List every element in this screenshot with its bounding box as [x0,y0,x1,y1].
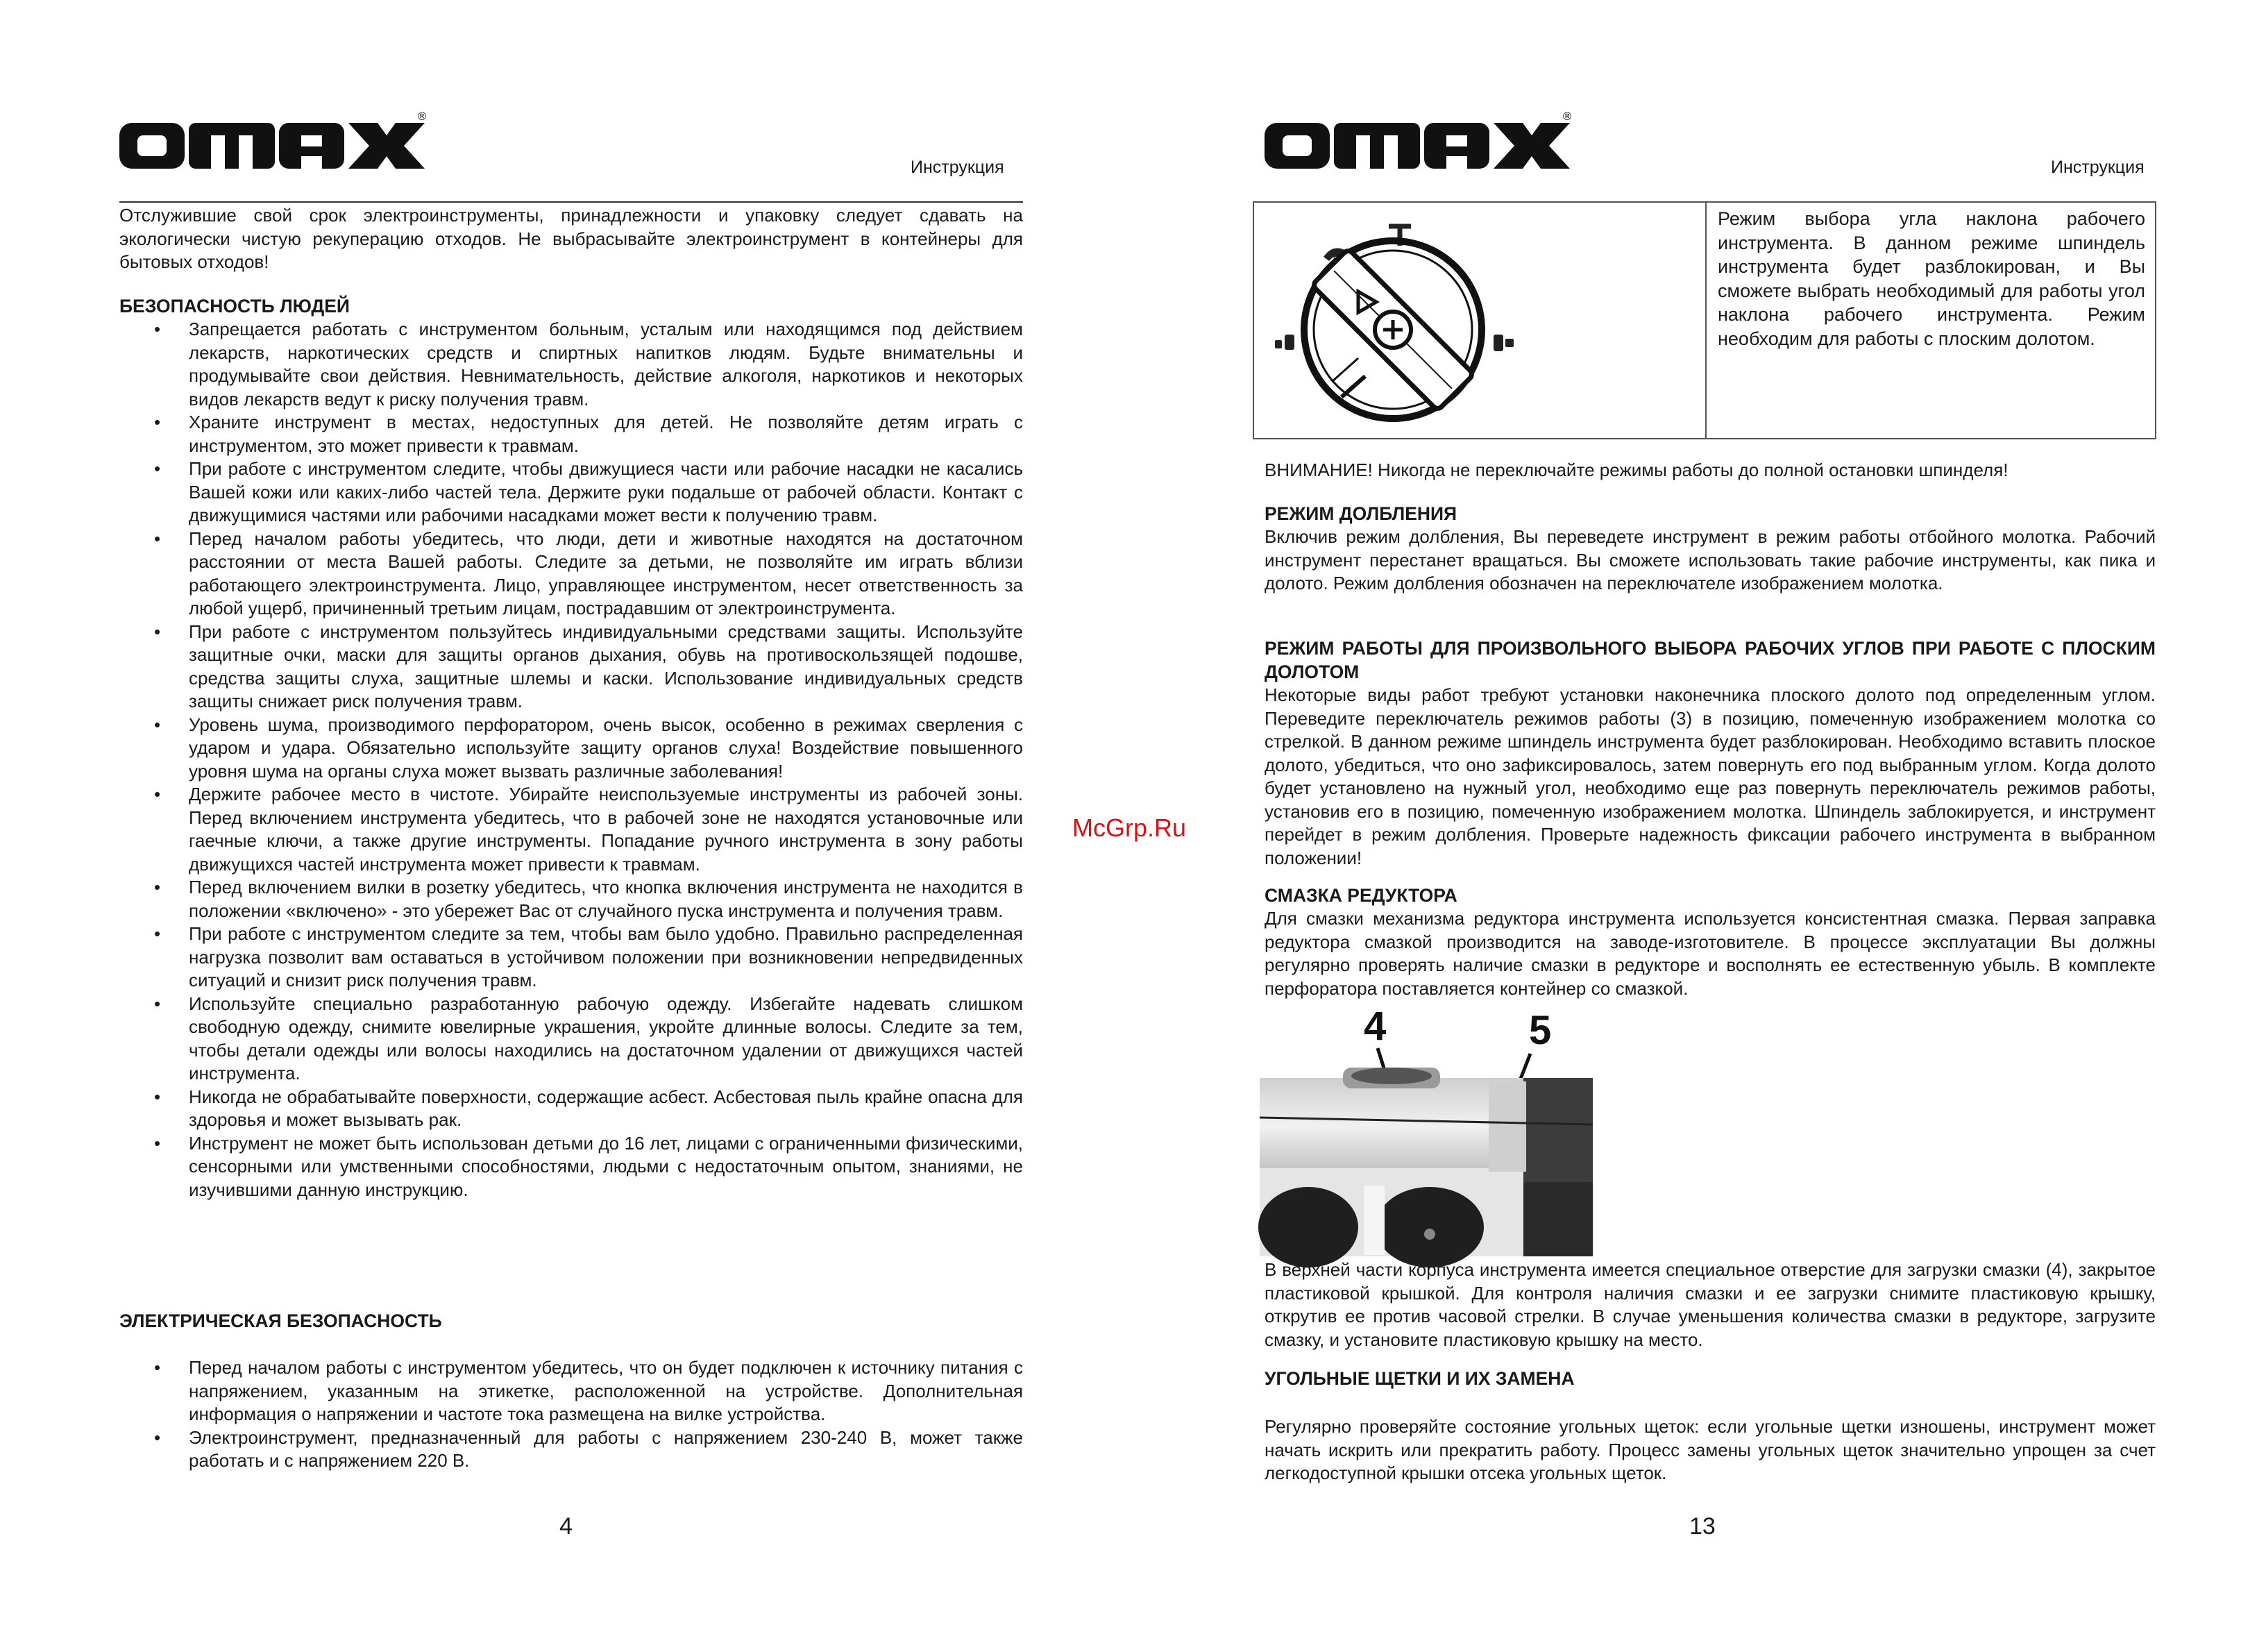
list-item-text: Запрещается работать с инструментом больным, усталым или находящимся под действием лекарств, наркотических средств и спиртных напитков людям. Будьте внимательны и продумывайте свои действия. Невнимательность, действие алкоголя, наркотиков и некоторых видов лекарств ведут к риску получения травм. [189,319,1023,410]
lubrication-text: Для смазки механизма редуктора инструмента используется консистентная смазка. Первая заправка редуктора смазкой производится на заводе-изготовителе. В процессе эксплуатации Вы должны регулярно проверять наличие смазки в редукторе и восполнять ее естественную убыль. В комплекте перфоратора поставляется контейнер со смазкой. [1265,908,2156,999]
omax-logo [1265,110,1573,177]
list-item [119,1132,1023,1202]
figure-label-5: 5 [1529,1008,1552,1053]
bullet-icon: • [154,319,161,339]
watermark-link[interactable]: McGrp.Ru [1072,814,1187,842]
chisel-mode-heading: РЕЖИМ ДОЛБЛЕНИЯ [1265,503,1457,524]
electrical-safety-list [119,1356,1023,1473]
mode-description: Режим выбора угла наклона рабочего инструмента. В данном режиме шпиндель инструмента будет разблокирован, и Вы сможете выбрать необходимый для работы угол наклона рабочего инструмента. Режим необходим для работы с плоским долотом. [1718,208,2145,349]
list-item [119,783,1023,876]
bullet-icon: • [154,458,161,479]
list-item [119,411,1023,457]
rotary-hammer-icon [1275,335,1294,350]
bullet-icon: • [154,993,161,1014]
mode-table [1253,201,2156,439]
bullet-icon: • [154,877,161,897]
list-item [119,1086,1023,1132]
chisel-icon [1494,335,1514,351]
list-item [119,528,1023,621]
bullet-icon: • [154,923,161,944]
bullet-icon: • [154,714,161,735]
bullet-icon: • [154,1357,161,1378]
list-item-text: При работе с инструментом пользуйтесь индивидуальными средствами защиты. Используйте защитные очки, маски для защиты органов дыхания, обувь на противоскользящей подошве, средства защиты слуха, защитные шлемы и каски. Использование индивидуальных средств защиты снижает риск получения травм. [189,621,1023,711]
bullet-icon: • [154,1426,161,1448]
list-item-text: Электроинструмент, предназначенный для работы с напряжением 230-240 В, может также работать и с напряжением 220 В. [189,1426,1023,1471]
electrical-safety-heading: ЭЛЕКТРИЧЕСКАЯ БЕЗОПАСНОСТЬ [119,1310,442,1331]
drill-photo [1260,998,1593,1256]
bullet-icon: • [154,784,161,804]
angle-mode-text: Некоторые виды работ требуют установки наконечника плоского долото под определенным углом. Переведите переключатель режимов работы (3) в позицию, помеченную изображением молотка со стрелкой. В данном режиме шпиндель инструмента будет разблокирован. Необходимо вставить плоское долото, убедиться, что оно зафиксировалось, затем повернуть его под выбранным углом. Когда долото будет установлено на нужный угол, необходимо еще раз повернуть переключатель режимов работы, установив его в позицию, помеченную изображением молотка. Шпиндель заблокируется, и инструмент перейдет в режим долбления. Проверьте надежность фиксации рабочего инструмента в выбранном положении! [1265,684,2156,868]
bullet-icon: • [154,412,161,432]
list-item [119,1426,1023,1473]
brushes-heading: УГОЛЬНЫЕ ЩЕТКИ И ИХ ЗАМЕНА [1265,1368,1575,1389]
registered-mark: ® [1562,110,1573,123]
list-item-text: Храните инструмент в местах, недоступных для детей. Не позволяйте детям играть с инструментом, это может привести к травмам. [189,412,1023,456]
list-item [119,922,1023,993]
header-rule [119,201,1023,203]
list-item-text: Никогда не обрабатывайте поверхности, содержащие асбест. Асбестовая пыль крайне опасна для здоровья и может вызывать рак. [189,1086,1023,1130]
mode-description-cell [1706,202,2156,439]
list-item [119,457,1023,528]
angle-mode-heading: РЕЖИМ РАБОТЫ ДЛЯ ПРОИЗВОЛЬНОГО ВЫБОРА РАБОЧИХ УГЛОВ ПРИ РАБОТЕ С ПЛОСКИМ ДОЛОТОМ [1265,638,2156,682]
list-item-text: Инструмент не может быть использован детьми до 16 лет, лицами с ограниченными физическими, сенсорными или умственными способностями, людьми с недостаточным опытом, знаниями, не изучившими данную инструкцию. [189,1132,1023,1200]
list-item-text: При работе с инструментом следите, чтобы движущиеся части или рабочие насадки не касались Вашей кожи или каких-либо частей тела. Держите руки подальше от рабочей области. Контакт с движущимися частями или рабочими насадками может вести к получению травм. [189,458,1023,525]
page-number: 4 [559,1513,573,1540]
header-label: Инструкция [2051,158,2145,177]
list-item [119,318,1023,411]
chisel-mode-text: Включив режим долбления, Вы переведете инструмент в режим работы отбойного молотка. Рабочий инструмент перестанет вращаться. Вы сможете использовать такие рабочие инструменты, как пика и долото. Режим долбления обозначен на переключателе изображением молотка. [1265,526,2156,593]
mode-dial-cell [1253,202,1706,439]
header-label: Инструкция [911,158,1004,177]
list-item-text: Используйте специально разработанную рабочую одежду. Избегайте надевать слишком свободную одежду, снимите ювелирные украшения, укройте длинные волосы. Следите за тем, чтобы детали одежды или волосы находились на достаточном удалении от движущихся частей инструмента. [189,993,1023,1084]
list-item [119,621,1023,714]
bullet-icon: • [154,621,161,642]
bullet-icon: • [154,528,161,549]
registered-mark: ® [416,110,428,123]
omax-logo [119,110,428,177]
people-safety-list [119,318,1023,1202]
list-item-text: Перед включением вилки в розетку убедитесь, что кнопка включения инструмента не находится в положении «включено» - это убережет Вас от случайного пуска инструмента и получения травм. [189,877,1023,921]
list-item [119,993,1023,1086]
mode-dial-diagram [1254,203,1705,435]
bullet-icon: • [154,1132,161,1154]
intro-text: Отслужившие свой срок электроинструменты, принадлежности и упаковку следует сдавать на экологически чистую рекуперацию отходов. Не выбрасывайте электроинструмент в контейнеры для бытовых отходов! [119,205,1023,272]
page-number: 13 [1689,1513,1716,1540]
lubrication-text-after: В верхней части корпуса инструмента имеется специальное отверстие для загрузки смазки (4), закрытое пластиковой крышкой. Для контроля наличия смазки и ее загрузки снимите пластиковую крышку, открутив ее против часовой стрелки. В случае уменьшения количества смазки в редукторе, загрузите смазку, и установите пластиковую крышку на место. [1265,1259,2156,1350]
lubrication-heading: СМАЗКА РЕДУКТОРА [1265,885,1457,906]
list-item-text: Перед началом работы убедитесь, что люди, дети и животные находятся на достаточном расстоянии от места Вашей работы. Следите за детьми, не позволяйте им играть вблизи работающего электроинструмента. Лицо, управляющее инструментом, несет ответственность за любой ущерб, причиненный третьим лицам, пострадавшим от электроинструмента. [189,528,1023,618]
list-item-text: Уровень шума, производимого перфоратором, очень высок, особенно в режимах сверления с ударом и удара. Обязательно используйте защиту органов слуха! Воздействие повышенного уровня шума на органы слуха может вызвать различные заболевания! [189,714,1023,782]
list-item-text: Держите рабочее место в чистоте. Убирайте неиспользуемые инструменты из рабочей зоны. Перед включением инструмента убедитесь, что в рабочей зоне не находятся установочные или гаечные ключи, а также другие инструменты. Попадание ручного инструмента в зону работы движущихся частей инструмента может привести к травмам. [189,784,1023,875]
bullet-icon: • [154,1086,161,1107]
warning-text: ВНИМАНИЕ! Никогда не переключайте режимы работы до полной остановки шпинделя! [1265,460,2009,480]
list-item-text: Перед началом работы с инструментом убедитесь, что он будет подключен к источнику питания с напряжением, указанным на этикетке, расположенной на устройстве. Дополнительная информация о напряжении и частоте тока размещена на вилке устройства. [189,1357,1023,1424]
list-item [119,876,1023,922]
figure-label-4: 4 [1364,1004,1387,1049]
list-item [119,1356,1023,1426]
list-item-text: При работе с инструментом следите за тем, чтобы вам было удобно. Правильно распределенная нагрузка позволит вам оставаться в устойчивом положении при возникновении непредвиденных ситуаций и снизит риск получения травм. [189,923,1023,991]
people-safety-heading: БЕЗОПАСНОСТЬ ЛЮДЕЙ [119,296,350,317]
brushes-text: Регулярно проверяйте состояние угольных щеток: если угольные щетки изношены, инструмент может начать искрить или прекратить работу. Процесс замены угольных щеток значительно упрощен за счет легкодоступной крышки отсека угольных щеток. [1265,1416,2156,1483]
list-item [119,714,1023,784]
